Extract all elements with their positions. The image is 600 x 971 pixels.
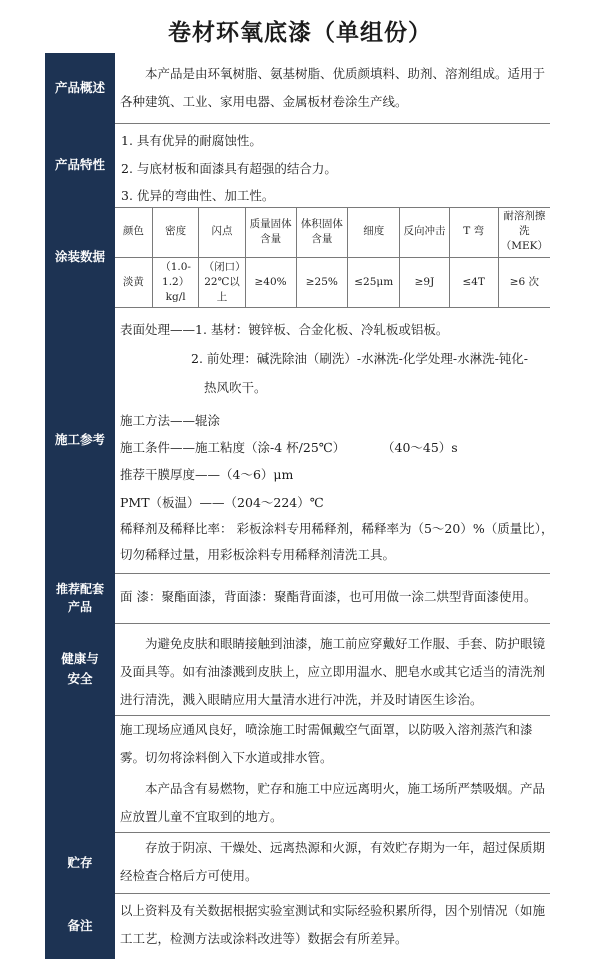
- construction-line: 2. 前处理：碱洗除油（刷洗）-水淋洗-化学处理-水淋洗-钝化-: [191, 351, 529, 366]
- health-text: 为避免皮肤和眼睛接触到油漆，施工前应穿戴好工作服、手套、防护眼镜及面具等。如有油漆溅到皮肤上，应立即用温水、肥皂水或其它适当的清洗剂进行清洗，溅入眼睛应用大量清水进行冲洗，并及时请医生诊治。: [120, 636, 546, 707]
- section-topcoat: [45, 573, 550, 623]
- spec-sheet: [45, 53, 554, 959]
- table-header-row: [115, 207, 550, 257]
- topcoat-text: 面 漆：聚酯面漆，背面漆：聚酯背面漆，也可用做一涂二烘型背面漆使用。: [120, 589, 537, 604]
- label-features: 产品特性: [45, 123, 115, 207]
- construction-line: 表面处理——1. 基材：镀锌板、合金化板、冷轧板或铝板。: [120, 322, 449, 337]
- label-health: 健康与安全: [45, 623, 115, 715]
- value-cell: 淡黄: [115, 257, 152, 307]
- value-cell: ≤25μm: [348, 257, 400, 307]
- construction-body: [115, 307, 554, 573]
- header-cell: 颜色: [115, 207, 152, 257]
- header-cell: 体积固体含量: [296, 207, 348, 257]
- construction-line: （40～45）s: [382, 440, 458, 455]
- health-body: [115, 623, 550, 715]
- remarks-text: 以上资料及有关数据根据实验室测试和实际经验积累所得，因个别情况（如施工工艺，检测方法或涂料改进等）数据会有所差异。: [120, 903, 546, 946]
- header-cell: 密度: [152, 207, 199, 257]
- section-construction: [45, 307, 554, 573]
- construction-line: 稀释剂及稀释比率： 彩板涂料专用稀释剂，稀释率为（5～20）%（质量比），: [120, 521, 554, 536]
- feature-item: 1. 具有优异的耐腐蚀性。: [121, 133, 262, 148]
- label-safety-notes: [45, 715, 115, 832]
- label-remarks: 备注: [45, 893, 115, 959]
- section-storage: [45, 832, 550, 893]
- construction-line: 推荐干膜厚度——（4～6）μm: [120, 467, 294, 482]
- value-cell: ≥40%: [245, 257, 296, 307]
- section-overview: [45, 53, 550, 123]
- section-health: [45, 623, 550, 715]
- document-title: 卷材环氧底漆（单组份）: [168, 20, 432, 46]
- label-overview: 产品概述: [45, 53, 115, 123]
- label-coating: 涂装数据: [45, 207, 115, 307]
- storage-body: [115, 832, 550, 893]
- construction-line: 热风吹干。: [204, 380, 267, 395]
- header-cell: 质量固体含量: [245, 207, 296, 257]
- value-cell: ≤4T: [449, 257, 498, 307]
- header-cell: 反向冲击: [400, 207, 449, 257]
- value-cell: （闭口）22℃以上: [199, 257, 245, 307]
- section-features: [45, 123, 550, 207]
- label-construction: 施工参考: [45, 307, 115, 573]
- construction-line: 切勿稀释过量，用彩板涂料专用稀释剂清洗工具。: [120, 547, 396, 562]
- value-cell: ≥9J: [400, 257, 449, 307]
- header-cell: 细度: [348, 207, 400, 257]
- topcoat-body: [115, 573, 550, 623]
- construction-line: 施工方法——辊涂: [120, 413, 221, 428]
- section-safety-notes: [45, 715, 550, 832]
- safety-text: 施工现场应通风良好，喷涂施工时需佩戴空气面罩，以防吸入溶剂蒸汽和漆雾。切勿将涂料倒入下水道或排水管。: [120, 722, 533, 765]
- overview-text: 本产品是由环氧树脂、氨基树脂、优质颜填料、助剂、溶剂组成。适用于各种建筑、工业、家用电器、金属板材卷涂生产线。: [120, 66, 546, 109]
- coating-body: [115, 207, 550, 307]
- storage-text: 存放于阴凉、干燥处、远离热源和火源，有效贮存期为一年，超过保质期经检查合格后方可使用。: [120, 840, 546, 883]
- header-cell: 耐溶剂擦洗（MEK）: [498, 207, 550, 257]
- feature-item: 3. 优异的弯曲性、加工性。: [121, 188, 275, 203]
- header-cell: 闪点: [199, 207, 245, 257]
- section-remarks: [45, 893, 550, 959]
- feature-item: 2. 与底材板和面漆具有超强的结合力。: [121, 161, 337, 176]
- safety-text: 本产品含有易燃物，贮存和施工中应远离明火，施工场所严禁吸烟。产品应放置儿童不宜取到的地方。: [120, 781, 546, 824]
- remarks-body: [115, 893, 550, 959]
- label-topcoat: 推荐配套产品: [45, 573, 115, 623]
- label-storage: 贮存: [45, 832, 115, 893]
- table-row: [115, 257, 550, 307]
- section-coating-data: [45, 207, 550, 307]
- features-body: [115, 123, 550, 207]
- construction-line: 施工条件——施工粘度（涂-4 杯/25℃）: [120, 440, 346, 455]
- construction-line: PMT（板温）——（204～224）℃: [120, 495, 324, 510]
- safety-body: [115, 715, 550, 832]
- value-cell: （1.0-1.2）kg/l: [152, 257, 199, 307]
- value-cell: ≥25%: [296, 257, 348, 307]
- coating-data-table: [115, 207, 550, 307]
- overview-body: [115, 53, 550, 123]
- header-cell: T 弯: [449, 207, 498, 257]
- value-cell: ≥6 次: [498, 257, 550, 307]
